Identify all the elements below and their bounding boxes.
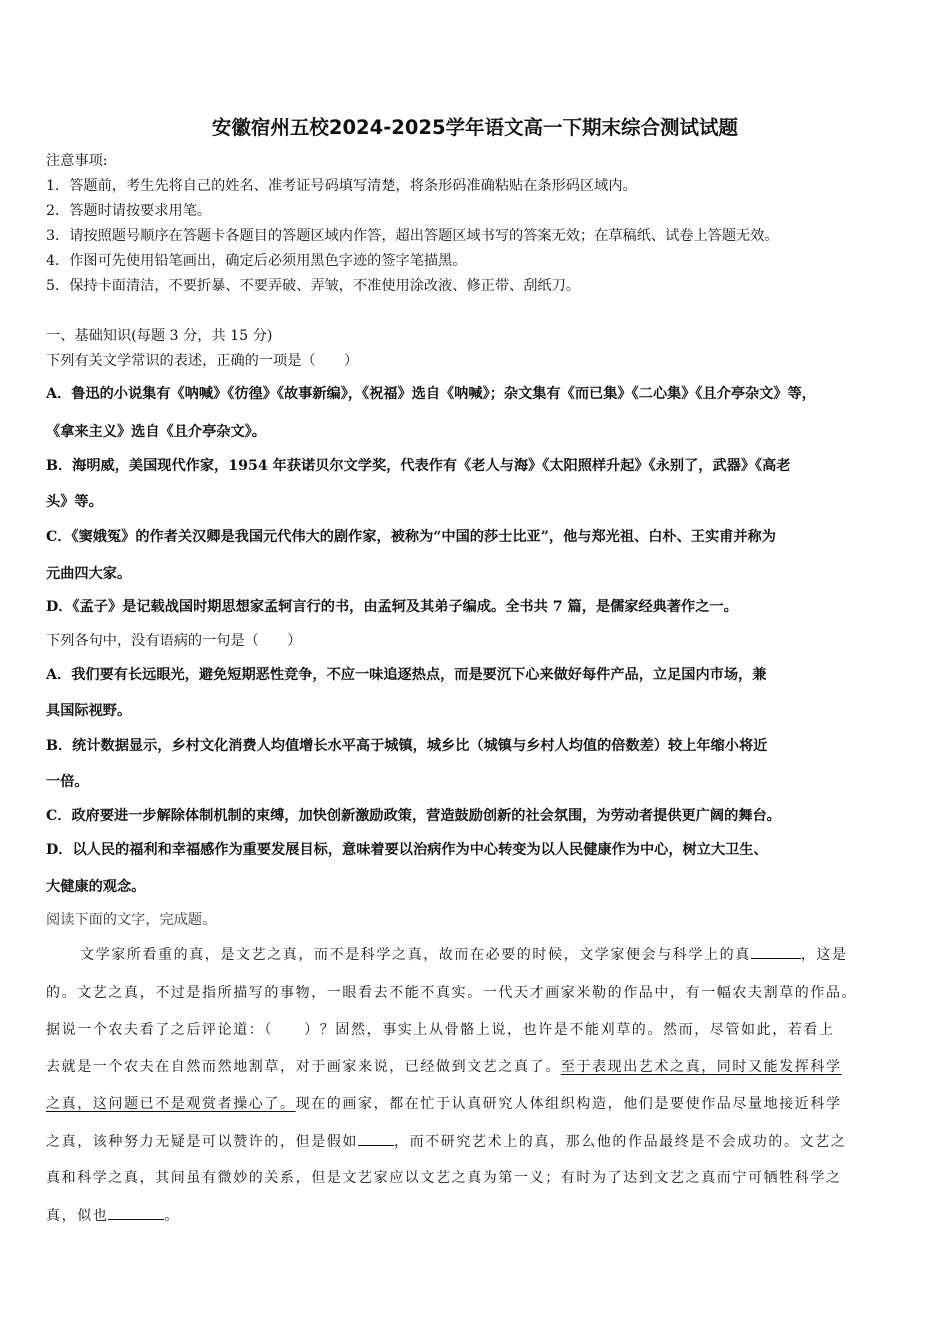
- notice-item: 4．作图可先使用铅笔画出，确定后必须用黑色字迹的签字笔描黑。: [46, 253, 467, 269]
- passage-text: ，而不研究艺术上的真，那么他的作品最终是不会成功的。文艺之: [394, 1134, 847, 1150]
- underlined-sentence: 之真，这问题已不是观赏者操心了。: [46, 1096, 296, 1112]
- passage-text: 。: [164, 1208, 181, 1224]
- passage-line: 的。文艺之真，不过是指所描写的事物，一眼看去不能不真实。一代天才画家米勒的作品中，有一幅农夫割草的作品。: [46, 985, 858, 1001]
- passage-line: [46, 1131, 846, 1151]
- option-d-cont: 大健康的观念。: [46, 879, 146, 895]
- option-a: A．鲁迅的小说集有《呐喊》《彷徨》《故事新编》，《祝福》选自《呐喊》；杂文集有《而已集》《二心集》《且介亭杂文》等，: [46, 386, 816, 402]
- passage-text: 之真，该种努力无疑是可以赞许的，但是假如: [46, 1134, 358, 1150]
- section-heading: 一、基础知识(每题 3 分，共 15 分): [46, 328, 273, 344]
- notice-item: 5．保持卡面清洁，不要折暴、不要弄破、弄皱，不准使用涂改液、修正带、刮纸刀。: [46, 278, 580, 294]
- option-b: B．海明威，美国现代作家，1954 年获诺贝尔文学奖，代表作有《老人与海》《太阳照样升起》《永别了，武器》《高老: [46, 458, 791, 474]
- option-d: D．以人民的福利和幸福感作为重要发展目标，意味着要以治病作为中心转变为以人民健康作为中心，树立大卫生、: [46, 842, 768, 858]
- option-b: B．统计数据显示，乡村文化消费人均值增长水平高于城镇，城乡比（城镇与乡村人均值的倍数差）较上年缩小将近: [46, 738, 768, 754]
- passage-line: [46, 1093, 842, 1113]
- passage-text: 现在的画家，都在忙于认真研究人体组织构造，他们是要使作品尽量地接近科学: [295, 1096, 842, 1112]
- passage-line: [46, 1205, 180, 1225]
- passage-text: 去就是一个农夫在自然而然地割草，对于画家来说，已经做到文艺之真了。: [46, 1059, 561, 1075]
- blank-3: [108, 1207, 164, 1220]
- blank-2: [358, 1133, 394, 1146]
- passage-line: 据说一个农夫看了之后评论道：（ ）？固然，事实上从骨骼上说，也许是不能刈草的。然而，尽管如此，若看上: [46, 1022, 835, 1038]
- option-a-cont: 具国际视野。: [46, 703, 132, 719]
- underlined-sentence: 至于表现出艺术之真，同时又能发挥科学: [560, 1059, 842, 1075]
- question-stem: 下列各句中，没有语病的一句是（ ）: [46, 633, 302, 649]
- passage-text: 真，似也: [46, 1208, 109, 1224]
- blank-1: [751, 946, 801, 959]
- option-c-cont: 元曲四大家。: [46, 566, 132, 582]
- option-b-cont: 一倍。: [46, 774, 89, 790]
- notice-item: 1．答题前，考生先将自己的姓名、准考证号码填写清楚，将条形码准确粘贴在条形码区域内。: [46, 178, 637, 194]
- passage-line: 真和科学之真，其间虽有微妙的关系，但是文艺家应以文艺之真为第一义；有时为了达到文艺之真而宁可牺牲科学之: [46, 1170, 842, 1186]
- option-a-cont: 《拿来主义》选自《且介亭杂文》。: [46, 424, 266, 440]
- option-c: C．《窦娥冤》的作者关汉卿是我国元代伟大的剧作家，被称为“中国的莎士比亚”，他与郑光祖、白朴、王实甫并称为: [46, 529, 776, 545]
- passage-line: [80, 944, 848, 964]
- question-stem: 下列有关文学常识的表述，正确的一项是（ ）: [46, 353, 359, 369]
- passage-line: [46, 1056, 842, 1076]
- option-d: D．《孟子》是记载战国时期思想家孟轲言行的书，由孟轲及其弟子编成。全书共 7 篇，是儒家经典著作之一。: [46, 599, 738, 615]
- notice-item: 2．答题时请按要求用笔。: [46, 203, 212, 219]
- notice-item: 3．请按照题号顺序在答题卡各题目的答题区域内作答，超出答题区域书写的答案无效；在草稿纸、试卷上答题无效。: [46, 228, 779, 244]
- passage-text: ，这是: [800, 947, 848, 963]
- notice-heading: 注意事项:: [46, 153, 108, 169]
- option-c: C．政府要进一步解除体制机制的束缚，加快创新激励政策，营造鼓励创新的社会氛围，为劳动者提供更广阔的舞台。: [46, 808, 781, 824]
- page-title: 安徽宿州五校2024-2025学年语文高一下期末综合测试试题: [211, 116, 739, 139]
- option-a: A．我们要有长远眼光，避免短期恶性竞争，不应一味追逐热点，而是要沉下心来做好每件产品，立足国内市场，兼: [46, 667, 767, 683]
- passage-text: 文学家所看重的真，是文艺之真，而不是科学之真，故而在必要的时候，文学家便会与科学上的真: [80, 947, 751, 963]
- reading-instruction: 阅读下面的文字，完成题。: [46, 912, 217, 928]
- option-b-cont: 头》等。: [46, 494, 103, 510]
